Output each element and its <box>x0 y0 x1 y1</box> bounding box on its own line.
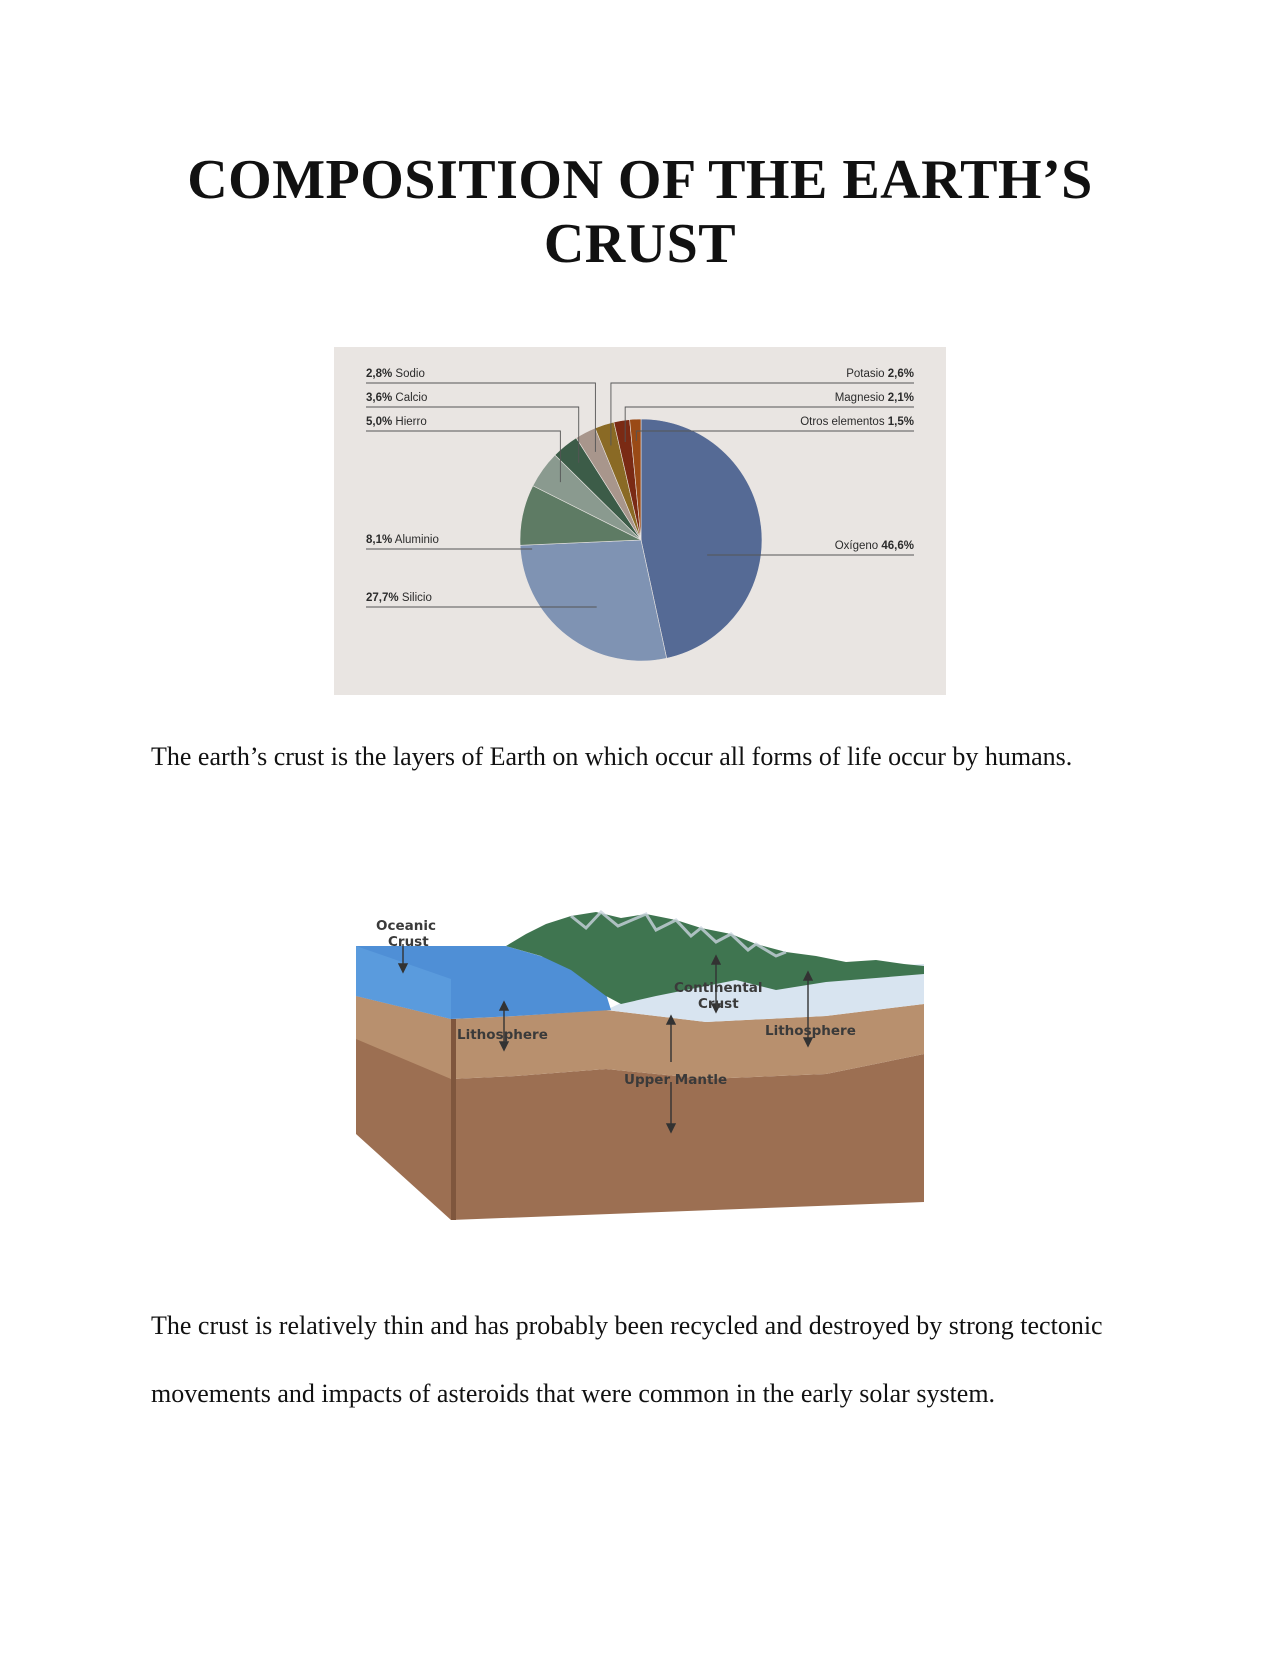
pie-label-value: 5,0% <box>366 416 393 428</box>
crust-cross-section-diagram <box>356 904 924 1226</box>
pie-label-text: Magnesio <box>834 392 885 404</box>
pie-label-value: 2,8% <box>366 368 393 380</box>
pie-label-text: Otros elementos <box>800 416 885 428</box>
continental-crust-label-1: Continental <box>674 980 763 996</box>
pie-label-sodio <box>366 368 425 380</box>
page-title: COMPOSITION OF THE EARTH’S CRUST <box>187 149 1093 275</box>
pie-label-value: 46,6% <box>881 540 914 552</box>
pie-label-hierro <box>366 416 427 428</box>
crust-diagram-svg <box>356 904 924 1226</box>
paragraph-crust-recycling: The crust is relatively thin and has probably been recycled and destroyed by strong tectonic movements and impacts of asteroids that were common in the early solar system. <box>151 1311 1103 1408</box>
lithosphere-right-label: Lithosphere <box>765 1023 856 1039</box>
pie-label-magnesio <box>835 392 914 404</box>
pie-label-otros-elementos <box>800 416 914 428</box>
pie-label-aluminio <box>366 534 439 546</box>
pie-label-value: 2,6% <box>887 368 914 380</box>
leader-line <box>366 431 560 482</box>
pie-label-value: 8,1% <box>366 534 393 546</box>
pie-label-text: Sodio <box>395 368 425 380</box>
pie-label-text: Potasio <box>846 368 885 380</box>
pie-label-text: Calcio <box>395 392 428 404</box>
lithosphere-left-label: Lithosphere <box>457 1027 548 1043</box>
pie-label-potasio <box>846 368 914 380</box>
pie-label-value: 27,7% <box>366 592 399 604</box>
pie-label-value: 2,1% <box>887 392 914 404</box>
pie-slices <box>520 419 762 661</box>
pie-label-text: Silicio <box>401 592 432 604</box>
oceanic-crust-label-1: Oceanic <box>376 918 436 934</box>
continental-crust-label-2: Crust <box>698 996 739 1012</box>
block-front-shade <box>451 1019 456 1220</box>
pie-slice-silicio <box>520 540 667 661</box>
pie-label-value: 1,5% <box>887 416 914 428</box>
paragraph-crust-definition: The earth’s crust is the layers of Earth on which occur all forms of life occur by humans. <box>151 742 1073 771</box>
crust-composition-pie-chart <box>334 347 946 695</box>
pie-chart-svg <box>334 347 946 695</box>
upper-mantle-label: Upper Mantle <box>624 1072 728 1088</box>
pie-label-calcio <box>366 392 427 404</box>
oceanic-crust-label-2: Crust <box>388 934 429 950</box>
pie-label-text: Oxígeno <box>834 540 879 552</box>
pie-label-silicio <box>366 592 432 604</box>
pie-label-text: Hierro <box>395 416 427 428</box>
pie-label-value: 3,6% <box>366 392 393 404</box>
pie-label-oxígeno <box>835 540 914 552</box>
pie-label-text: Aluminio <box>394 534 439 546</box>
